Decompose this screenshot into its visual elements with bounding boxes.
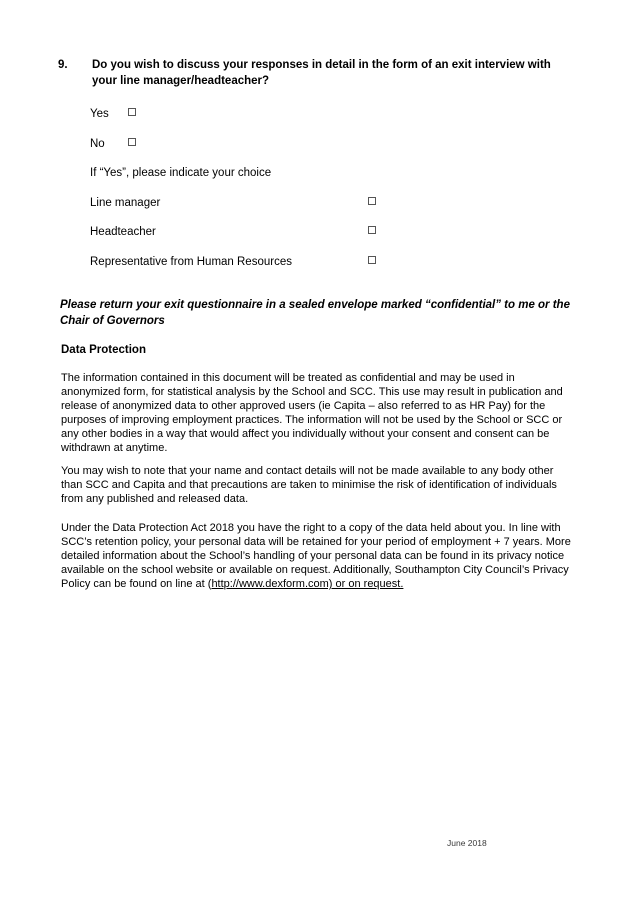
option-label-yes: Yes: [90, 108, 109, 120]
empty-checkbox-icon-hr-representative[interactable]: [368, 256, 376, 264]
empty-checkbox-icon-no[interactable]: [128, 138, 136, 146]
checkbox-cell-yes: [128, 109, 140, 117]
choice-prompt: If “Yes”, please indicate your choice: [90, 167, 272, 179]
checkbox-cell-hr-representative: [368, 257, 380, 265]
checkbox-cell-no: [128, 139, 140, 147]
return-instruction: Please return your exit questionnaire in a sealed envelope marked “confidential” to me or the Chair of Governors: [60, 299, 570, 327]
paragraph-data-protection-act: [61, 521, 577, 591]
privacy-policy-link[interactable]: http://www.dexform.com) or on request.: [211, 578, 404, 591]
checkbox-cell-headteacher: [368, 227, 380, 235]
paragraph-confidentiality: The information contained in this document will be treated as confidential and may be used in anonymized form, for statistical analysis by the School and SCC. This use may result in publication and release of anonymized data to other approved users (ie Capita – also referred to as HR Pay) for the purposes of improving employment practices. The information will not be used by the School or SCC or any other bodies in a way that would affect you individually without your consent and consent can be withdrawn at anytime.: [61, 372, 563, 455]
option-row-hr-representative[interactable]: [90, 255, 380, 285]
option-row-yes[interactable]: [90, 107, 390, 137]
option-label-hr-representative: Representative from Human Resources: [90, 255, 292, 268]
option-row-line-manager[interactable]: [90, 196, 380, 226]
question-number: 9.: [58, 59, 68, 71]
empty-checkbox-icon-line-manager[interactable]: [368, 197, 376, 205]
paragraph-data-protection-act-text: Under the Data Protection Act 2018 you have the right to a copy of the data held about you. In line with SCC’s retention policy, your personal data will be retained for your period of employment + 7 years. More detailed information about the School’s handling of your personal data can be found in its privacy notice available on the school website or available on request. Additionally, Southampton City Council’s Privacy Policy can be found on line at (: [61, 522, 571, 591]
options-group: [90, 107, 390, 284]
option-row-headteacher[interactable]: [90, 225, 380, 255]
option-label-headteacher: Headteacher: [90, 226, 156, 238]
checkbox-cell-line-manager: [368, 198, 380, 206]
option-label-no: No: [90, 137, 105, 150]
option-row-no[interactable]: [90, 137, 390, 167]
empty-checkbox-icon-headteacher[interactable]: [368, 226, 376, 234]
footer-date: June 2018: [447, 838, 487, 848]
paragraph-contact-details: You may wish to note that your name and contact details will not be made available to any body other than SCC and Capita and that precautions are taken to minimise the risk of identification of individuals from any published and released data.: [61, 465, 557, 506]
question-block: [58, 58, 578, 89]
empty-checkbox-icon-yes[interactable]: [128, 108, 136, 116]
section-heading-data-protection: Data Protection: [61, 344, 146, 356]
option-label-line-manager: Line manager: [90, 196, 161, 209]
question-text: Do you wish to discuss your responses in detail in the form of an exit interview with your line manager/headteacher?: [92, 59, 551, 87]
